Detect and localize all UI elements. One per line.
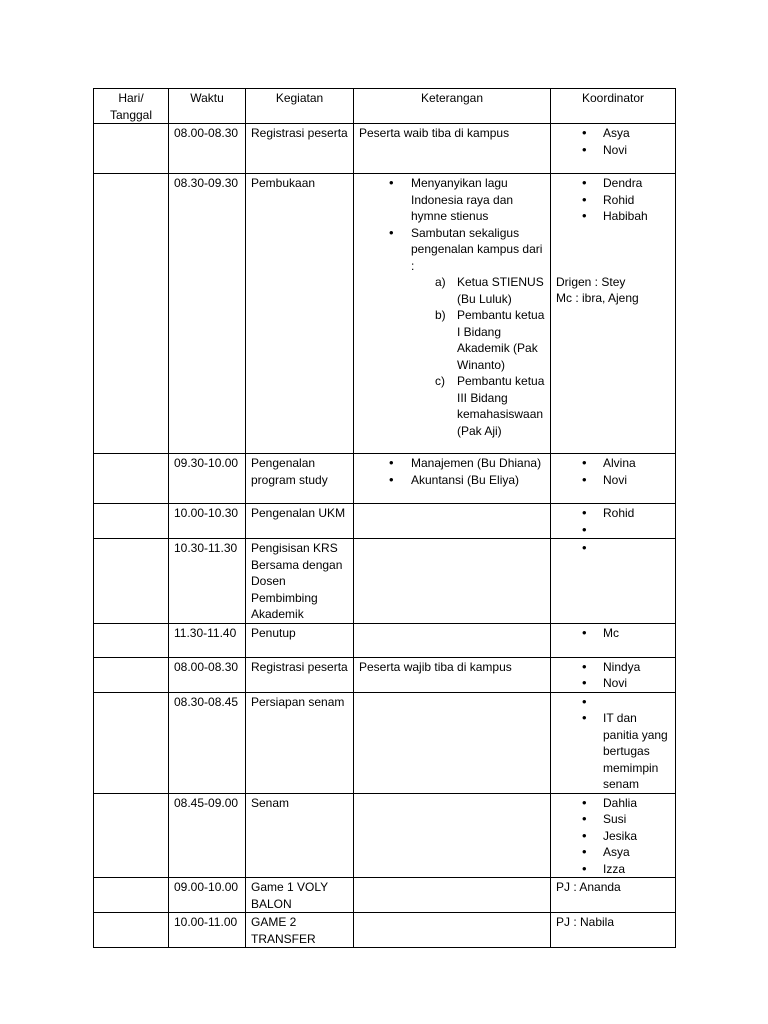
list-item <box>359 274 545 307</box>
keterangan-list <box>359 175 545 274</box>
list-item: • Alvina <box>556 455 670 472</box>
list-item: • Asya <box>556 125 670 142</box>
table-row <box>94 657 676 692</box>
list-item: • Manajemen (Bu Dhiana) <box>359 455 545 472</box>
cell-kegiatan: Pengenalan program study <box>246 454 354 504</box>
cell-waktu: 08.45-09.00 <box>169 793 246 878</box>
document-page <box>93 88 675 948</box>
koordinator-list <box>556 175 670 225</box>
list-item <box>359 373 545 439</box>
cell-koordinator <box>551 454 676 504</box>
header-keterangan: Keterangan <box>354 89 551 124</box>
cell-keterangan <box>354 913 551 948</box>
list-text: Ketua STIENUS (Bu Luluk) <box>457 275 544 306</box>
drigen-note: Drigen : Stey <box>556 274 626 289</box>
list-item <box>556 540 670 557</box>
table-row <box>94 878 676 913</box>
koordinator-list <box>556 659 670 692</box>
list-marker: a) <box>435 275 446 289</box>
list-item: • Novi <box>556 142 670 159</box>
list-item: • Jesika <box>556 828 670 845</box>
list-item: • Sambutan sekaligus pengenalan kampus dari : <box>359 225 545 275</box>
list-item <box>556 522 670 539</box>
cell-hari <box>94 623 169 657</box>
table-header-row <box>94 89 676 124</box>
cell-koordinator <box>551 623 676 657</box>
list-item: • IT dan panitia yang bertugas memimpin senam <box>556 710 670 793</box>
cell-keterangan <box>354 174 551 454</box>
cell-hari <box>94 539 169 624</box>
cell-koordinator <box>551 174 676 454</box>
cell-kegiatan: Pembukaan <box>246 174 354 454</box>
koordinator-list <box>556 455 670 488</box>
koordinator-list <box>556 795 670 878</box>
cell-keterangan <box>354 692 551 793</box>
cell-koordinator <box>551 124 676 174</box>
cell-kegiatan: Registrasi peserta <box>246 657 354 692</box>
table-row <box>94 539 676 624</box>
cell-koordinator <box>551 657 676 692</box>
cell-hari <box>94 657 169 692</box>
cell-hari <box>94 504 169 539</box>
list-item: • Dendra <box>556 175 670 192</box>
table-row <box>94 623 676 657</box>
cell-koordinator <box>551 504 676 539</box>
table-row <box>94 913 676 948</box>
header-hari-tanggal: Hari/ Tanggal <box>94 89 169 124</box>
table-row <box>94 174 676 454</box>
cell-keterangan <box>354 504 551 539</box>
cell-waktu: 10.00-11.00 <box>169 913 246 948</box>
list-item: • Rohid <box>556 192 670 209</box>
cell-keterangan <box>354 878 551 913</box>
cell-waktu: 08.00-08.30 <box>169 124 246 174</box>
header-koordinator: Koordinator <box>551 89 676 124</box>
cell-hari <box>94 878 169 913</box>
list-item: • Susi <box>556 811 670 828</box>
cell-kegiatan: Penutup <box>246 623 354 657</box>
schedule-table <box>93 88 676 948</box>
cell-waktu: 09.30-10.00 <box>169 454 246 504</box>
cell-waktu: 08.30-09.30 <box>169 174 246 454</box>
cell-kegiatan: Game 1 VOLY BALON <box>246 878 354 913</box>
cell-koordinator <box>551 793 676 878</box>
cell-keterangan <box>354 623 551 657</box>
cell-kegiatan: Persiapan senam <box>246 692 354 793</box>
cell-hari <box>94 174 169 454</box>
cell-hari <box>94 124 169 174</box>
cell-keterangan <box>354 454 551 504</box>
list-marker: c) <box>435 374 445 388</box>
cell-waktu: 08.30-08.45 <box>169 692 246 793</box>
list-item: • Novi <box>556 472 670 489</box>
table-row <box>94 124 676 174</box>
list-item: • Dahlia <box>556 795 670 812</box>
cell-kegiatan: Registrasi peserta <box>246 124 354 174</box>
cell-koordinator <box>551 692 676 793</box>
cell-kegiatan: GAME 2 TRANSFER <box>246 913 354 948</box>
cell-waktu: 11.30-11.40 <box>169 623 246 657</box>
list-item <box>556 694 670 711</box>
cell-hari <box>94 454 169 504</box>
list-text: Pembantu ketua III Bidang kemahasiswaan (Pak Aji) <box>457 374 545 438</box>
cell-koordinator: PJ : Nabila <box>551 913 676 948</box>
list-item: • Menyanyikan lagu Indonesia raya dan hymne stienus <box>359 175 545 225</box>
keterangan-list <box>359 455 545 488</box>
list-item <box>359 307 545 373</box>
koordinator-list <box>556 125 670 158</box>
list-item: • Novi <box>556 675 670 692</box>
cell-kegiatan: Pengisisan KRS Bersama dengan Dosen Pembimbing Akademik <box>246 539 354 624</box>
list-item: • Izza <box>556 861 670 878</box>
cell-hari <box>94 793 169 878</box>
keterangan-sublist <box>359 274 545 439</box>
table-row <box>94 454 676 504</box>
header-waktu: Waktu <box>169 89 246 124</box>
list-item: • Nindya <box>556 659 670 676</box>
list-item: • Akuntansi (Bu Eliya) <box>359 472 545 489</box>
koordinator-list <box>556 505 670 538</box>
list-item: • Rohid <box>556 505 670 522</box>
cell-koordinator <box>551 539 676 624</box>
cell-hari <box>94 913 169 948</box>
koordinator-list <box>556 540 670 557</box>
cell-waktu: 10.30-11.30 <box>169 539 246 624</box>
cell-hari <box>94 692 169 793</box>
table-row <box>94 793 676 878</box>
cell-waktu: 08.00-08.30 <box>169 657 246 692</box>
table-row <box>94 692 676 793</box>
cell-waktu: 10.00-10.30 <box>169 504 246 539</box>
list-marker: b) <box>435 308 446 322</box>
cell-kegiatan: Pengenalan UKM <box>246 504 354 539</box>
koordinator-list <box>556 625 670 642</box>
koordinator-list <box>556 694 670 793</box>
cell-keterangan <box>354 539 551 624</box>
header-kegiatan: Kegiatan <box>246 89 354 124</box>
cell-keterangan <box>354 793 551 878</box>
cell-koordinator: PJ : Ananda <box>551 878 676 913</box>
mc-note: Mc : ibra, Ajeng <box>556 291 639 305</box>
list-text: Pembantu ketua I Bidang Akademik (Pak Winanto) <box>457 308 545 372</box>
cell-kegiatan: Senam <box>246 793 354 878</box>
cell-waktu: 09.00-10.00 <box>169 878 246 913</box>
cell-keterangan: Peserta wajib tiba di kampus <box>354 657 551 692</box>
cell-keterangan: Peserta waib tiba di kampus <box>354 124 551 174</box>
list-item: • Asya <box>556 844 670 861</box>
table-row <box>94 504 676 539</box>
list-item: • Habibah <box>556 208 670 225</box>
list-item: • Mc <box>556 625 670 642</box>
